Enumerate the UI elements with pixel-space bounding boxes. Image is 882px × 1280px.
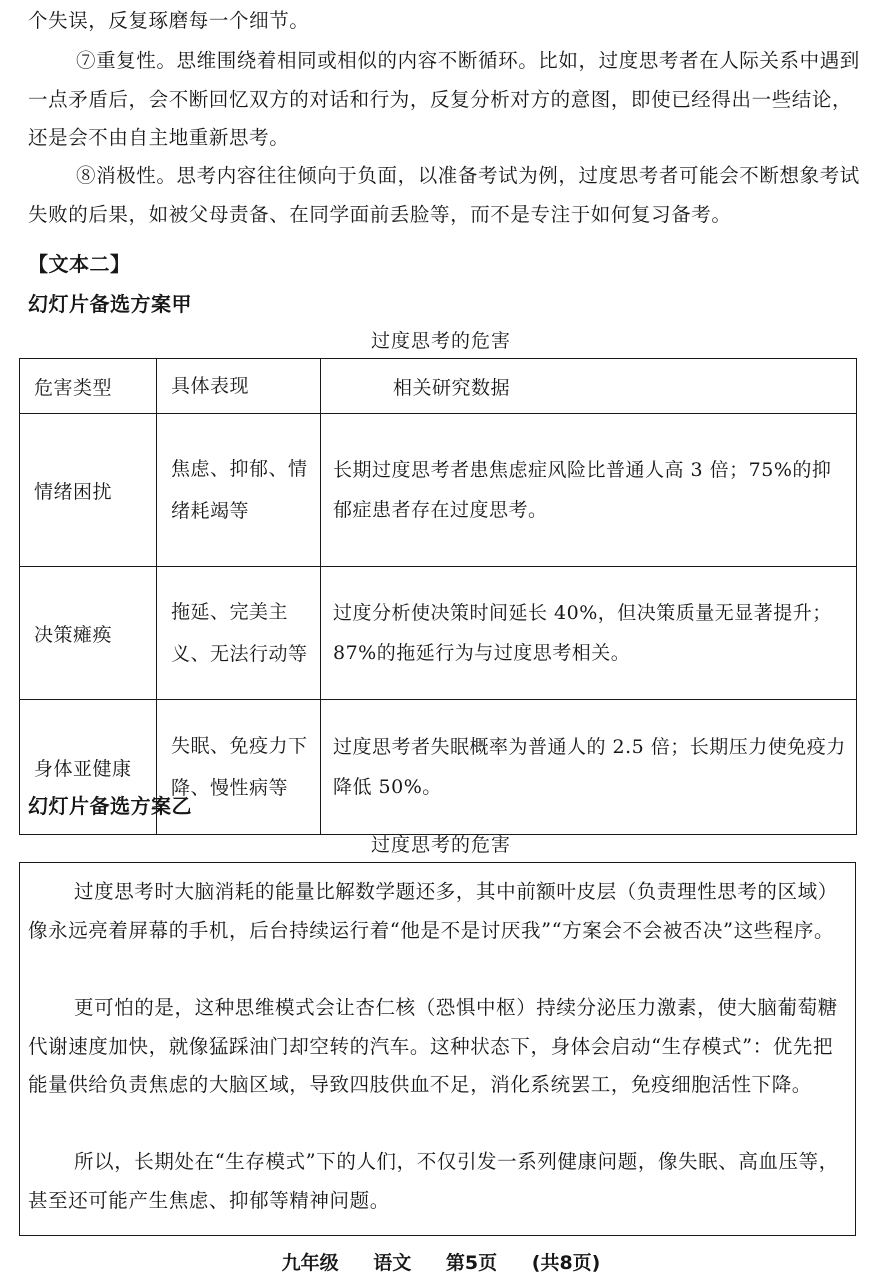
plan-a-heading: 幻灯片备选方案甲 <box>28 292 192 316</box>
plan-b-text-box <box>19 862 856 1236</box>
plan-b-heading: 幻灯片备选方案乙 <box>28 794 192 818</box>
cell-harm-type: 身体亚健康 <box>20 700 157 835</box>
paragraph-repetitiveness: ⑦重复性。思维围绕着相同或相似的内容不断循环。比如，过度思考者在人际关系中遇到一点矛盾后，会不断回忆双方的对话和行为，反复分析对方的意图，即使已经得出一些结论，还是会不由自主地重新思考。 <box>28 49 860 149</box>
cell-harm-type: 情绪困扰 <box>20 414 157 567</box>
table-row <box>20 414 857 567</box>
footer-subject: 语文 <box>373 1252 412 1274</box>
footer-total-pages: (共8页) <box>531 1252 601 1274</box>
page-footer <box>0 1248 882 1275</box>
column-header-research-data: 相关研究数据 <box>321 359 857 414</box>
plan-b-paragraph-conclusion: 所以，长期处在“生存模式”下的人们，不仅引发一系列健康问题，像失眠、高血压等，甚至还可能产生焦虑、抑郁等精神问题。 <box>28 1150 839 1212</box>
plan-b-paragraph-survival-mode: 更可怕的是，这种思维模式会让杏仁核（恐惧中枢）持续分泌压力激素，使大脑葡萄糖代谢速度加快，就像猛踩油门却空转的汽车。这种状态下，身体会启动“生存模式”：优先把能量供给负责焦虑的大脑区域，导致四肢供血不足，消化系统罢工，免疫细胞活性下降。 <box>28 996 838 1096</box>
footer-grade: 九年级 <box>281 1252 339 1274</box>
plan-b-paragraph-energy: 过度思考时大脑消耗的能量比解数学题还多，其中前额叶皮层（负责理性思考的区域）像永远亮着屏幕的手机，后台持续运行着“他是不是讨厌我”“方案会不会被否决”这些程序。 <box>28 880 838 942</box>
cell-harm-type: 决策瘫痪 <box>20 567 157 700</box>
column-header-symptoms: 具体表现 <box>157 359 321 414</box>
cell-research-data: 长期过度思考者患焦虑症风险比普通人高 3 倍；75%的抑郁症患者存在过度思考。 <box>321 414 857 567</box>
table-header-row <box>20 359 857 414</box>
cell-research-data: 过度分析使决策时间延长 40%，但决策质量无显著提升；87%的拖延行为与过度思考相关。 <box>321 567 857 700</box>
table-row <box>20 567 857 700</box>
cell-symptoms: 失眠、免疫力下降、慢性病等 <box>157 700 321 835</box>
column-header-harm-type: 危害类型 <box>20 359 157 414</box>
harm-table <box>19 358 857 835</box>
cell-symptoms: 焦虑、抑郁、情绪耗竭等 <box>157 414 321 567</box>
plan-b-caption: 过度思考的危害 <box>370 834 511 856</box>
cell-symptoms: 拖延、完美主义、无法行动等 <box>157 567 321 700</box>
cell-research-data: 过度思考者失眠概率为普通人的 2.5 倍；长期压力使免疫力降低 50%。 <box>321 700 857 835</box>
paragraph-continuation: 个失误，反复琢磨每一个细节。 <box>28 9 310 32</box>
paragraph-negativity: ⑧消极性。思考内容往往倾向于负面，以准备考试为例，过度思考者可能会不断想象考试失败的后果，如被父母责备、在同学面前丢脸等，而不是专注于如何复习备考。 <box>28 164 860 226</box>
footer-page-number: 第5页 <box>445 1252 498 1274</box>
plan-a-caption: 过度思考的危害 <box>370 330 511 352</box>
text-two-label: 【文本二】 <box>28 252 131 276</box>
